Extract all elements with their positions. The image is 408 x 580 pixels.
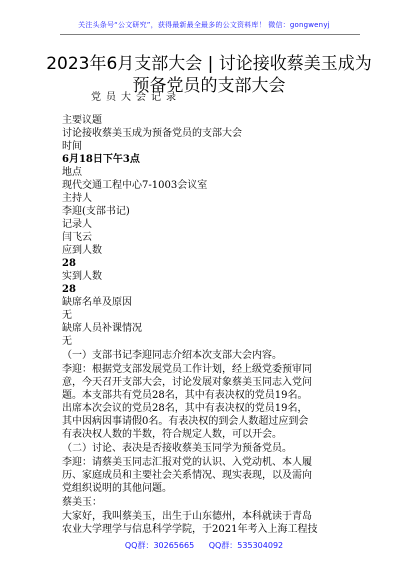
paragraph <box>62 349 356 362</box>
field-value: 闫飞云 <box>62 232 92 243</box>
paragraph <box>62 442 356 455</box>
footer-qq-group-1: QQ群：30265665 <box>124 541 195 550</box>
page-subtitle: 党员大会记录 <box>91 92 181 103</box>
paragraph <box>62 496 356 509</box>
field-label: 应到人数 <box>62 245 102 256</box>
meeting-record <box>62 114 356 536</box>
field-label: 记录人 <box>62 219 92 230</box>
field-label: 地点 <box>62 167 82 178</box>
paragraph-line: （一）支部书记李迎同志介绍本次支部大会内容。 <box>62 350 282 361</box>
paragraph-line: 其中因病因事请假0名。有表决权的到会人数超过应到会 <box>62 416 309 427</box>
paragraph-line: 李迎：根据党支部发展党员工作计划，经上级党委预审同 <box>62 364 312 375</box>
field-label: 缺席名单及原因 <box>62 297 132 308</box>
paragraph-line: 李迎：请蔡美玉同志汇报对党的认识、入党动机、本人履 <box>62 457 312 468</box>
header-banner: 关注头条号“公文研究”，获得最新最全最多的公文资料库！ 微信：gongwenyj <box>78 21 330 29</box>
field-value: 28 <box>62 284 76 295</box>
field-label: 实到人数 <box>62 271 102 282</box>
field-value: 李迎(支部书记) <box>62 206 130 217</box>
page-title: 2023年6月支部大会 | 讨论接收蔡美玉成为预备党员的支部大会 <box>46 54 372 97</box>
field-value: 28 <box>62 258 76 269</box>
field-label: 缺席人员补课情况 <box>62 323 142 334</box>
paragraph-line: 蔡美玉： <box>62 497 102 508</box>
paragraph-line: 题。本支部共有党员28名，其中有表决权的党员19名。 <box>62 390 308 401</box>
field-label: 主持人 <box>62 193 92 204</box>
paragraph-line: 出席本次会议的党员28名，其中有表决权的党员19名， <box>62 403 308 414</box>
field-value: 现代交通工程中心7-1003会议室 <box>62 180 208 191</box>
field-value: 6月18日下午3点 <box>62 154 140 165</box>
paragraph <box>62 456 356 495</box>
paragraph-line: （二）讨论、表决是否接收蔡美玉同学为预备党员。 <box>62 443 292 454</box>
field-value: 无 <box>62 310 72 321</box>
paragraph-line: 大家好，我叫蔡美玉，出生于山东德州，本科就读于青岛 <box>62 511 312 522</box>
paragraph-line: 党组织说明的其他问题。 <box>62 483 172 494</box>
field-value: 无 <box>62 336 72 347</box>
paragraph-line: 意，今天召开支部大会，讨论发展对象蔡美玉同志入党问 <box>62 377 312 388</box>
paragraph <box>62 363 356 441</box>
footer-qq-group-2: QQ群：535304092 <box>208 541 284 550</box>
paragraph-line: 有表决权人数的半数，符合规定人数，可以开会。 <box>62 429 282 440</box>
paragraph-line: 农业大学理学与信息科学学院，于2021年考入上海工程技 <box>62 524 318 535</box>
paragraph-line: 历、家庭成员和主要社会关系情况、现实表现，以及需向 <box>62 470 312 481</box>
footer <box>0 540 408 551</box>
header-divider <box>60 34 360 35</box>
field-label: 主要议题 <box>62 115 102 126</box>
paragraph <box>62 510 356 536</box>
field-value: 讨论接收蔡美玉成为预备党员的支部大会 <box>62 128 242 139</box>
field-label: 时间 <box>62 141 82 152</box>
